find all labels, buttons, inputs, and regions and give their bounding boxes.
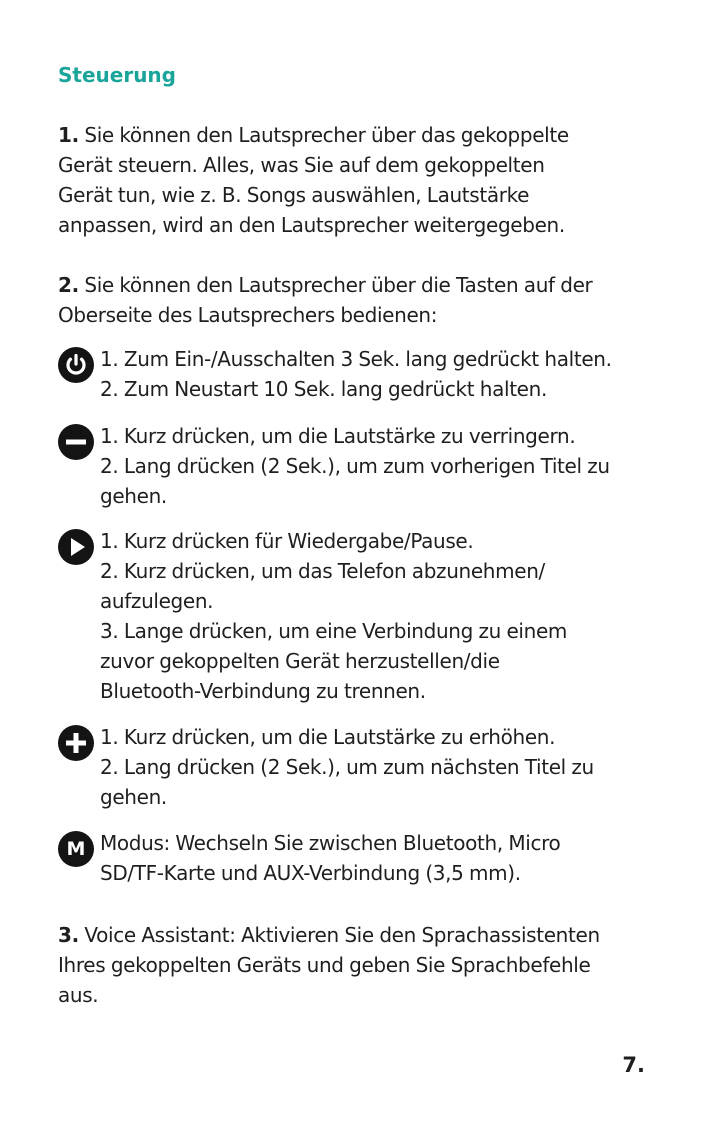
paragraph-1-line-4: anpassen, wird an den Lautsprecher weitergegeben.: [58, 213, 565, 237]
play-instruction-2: 2. Kurz drücken, um das Telefon abzunehmen/: [100, 559, 545, 583]
paragraph-2-text-1: Sie können den Lautsprecher über die Tasten auf der: [84, 273, 593, 297]
volume-up-instructions: [100, 722, 680, 812]
paragraph-1: [58, 120, 658, 240]
mode-icon: [58, 831, 94, 867]
mode-instruction-1: Modus: Wechseln Sie zwischen Bluetooth, Micro: [100, 831, 561, 855]
mode-instruction-2: SD/TF-Karte und AUX-Verbindung (3,5 mm).: [100, 861, 521, 885]
paragraph-1-line-2: Gerät steuern. Alles, was Sie auf dem gekoppelten: [58, 153, 545, 177]
paragraph-3: [58, 920, 658, 1010]
play-instruction-6: Bluetooth-Verbindung zu trennen.: [100, 679, 426, 703]
paragraph-2: [58, 270, 658, 330]
section-title: Steuerung: [58, 63, 176, 87]
mode-instructions: [100, 828, 680, 888]
paragraph-1-line-1: [58, 120, 658, 150]
play-instruction-1: 1. Kurz drücken für Wiedergabe/Pause.: [100, 529, 474, 553]
volume-down-instruction-3: gehen.: [100, 484, 167, 508]
volume-up-instruction-1: 1. Kurz drücken, um die Lautstärke zu erhöhen.: [100, 725, 556, 749]
paragraph-3-number: 3.: [58, 923, 79, 947]
play-instructions: [100, 526, 680, 706]
paragraph-3-line-2: Ihres gekoppelten Geräts und geben Sie Sprachbefehle: [58, 953, 591, 977]
volume-down-instruction-1: 1. Kurz drücken, um die Lautstärke zu verringern.: [100, 424, 576, 448]
paragraph-3-line-3: aus.: [58, 983, 99, 1007]
play-instruction-4: 3. Lange drücken, um eine Verbindung zu einem: [100, 619, 568, 643]
paragraph-1-line-3: Gerät tun, wie z. B. Songs auswählen, Lautstärke: [58, 183, 530, 207]
paragraph-2-line-2: Oberseite des Lautsprechers bedienen:: [58, 303, 438, 327]
paragraph-1-number: 1.: [58, 123, 79, 147]
minus-icon: [58, 424, 94, 460]
volume-up-instruction-2: 2. Lang drücken (2 Sek.), um zum nächsten Titel zu: [100, 755, 594, 779]
paragraph-1-text-1: Sie können den Lautsprecher über das gekoppelte: [84, 123, 569, 147]
page-number: 7.: [622, 1053, 645, 1077]
power-instruction-2: 2. Zum Neustart 10 Sek. lang gedrückt halten.: [100, 377, 547, 401]
play-instruction-3: aufzulegen.: [100, 589, 214, 613]
paragraph-2-number: 2.: [58, 273, 79, 297]
paragraph-3-line-1: [58, 920, 658, 950]
volume-down-instruction-2: 2. Lang drücken (2 Sek.), um zum vorherigen Titel zu: [100, 454, 610, 478]
power-icon: [58, 347, 94, 383]
power-instruction-1: 1. Zum Ein-/Ausschalten 3 Sek. lang gedrückt halten.: [100, 347, 612, 371]
mode-icon-letter: M: [66, 838, 86, 860]
play-instruction-5: zuvor gekoppelten Gerät herzustellen/die: [100, 649, 500, 673]
volume-up-instruction-3: gehen.: [100, 785, 167, 809]
play-icon: [58, 529, 94, 565]
paragraph-3-text-1: Voice Assistant: Aktivieren Sie den Sprachassistenten: [84, 923, 600, 947]
volume-down-instructions: [100, 421, 680, 511]
paragraph-2-line-1: [58, 270, 658, 300]
power-instructions: [100, 344, 680, 404]
plus-icon: [58, 725, 94, 761]
